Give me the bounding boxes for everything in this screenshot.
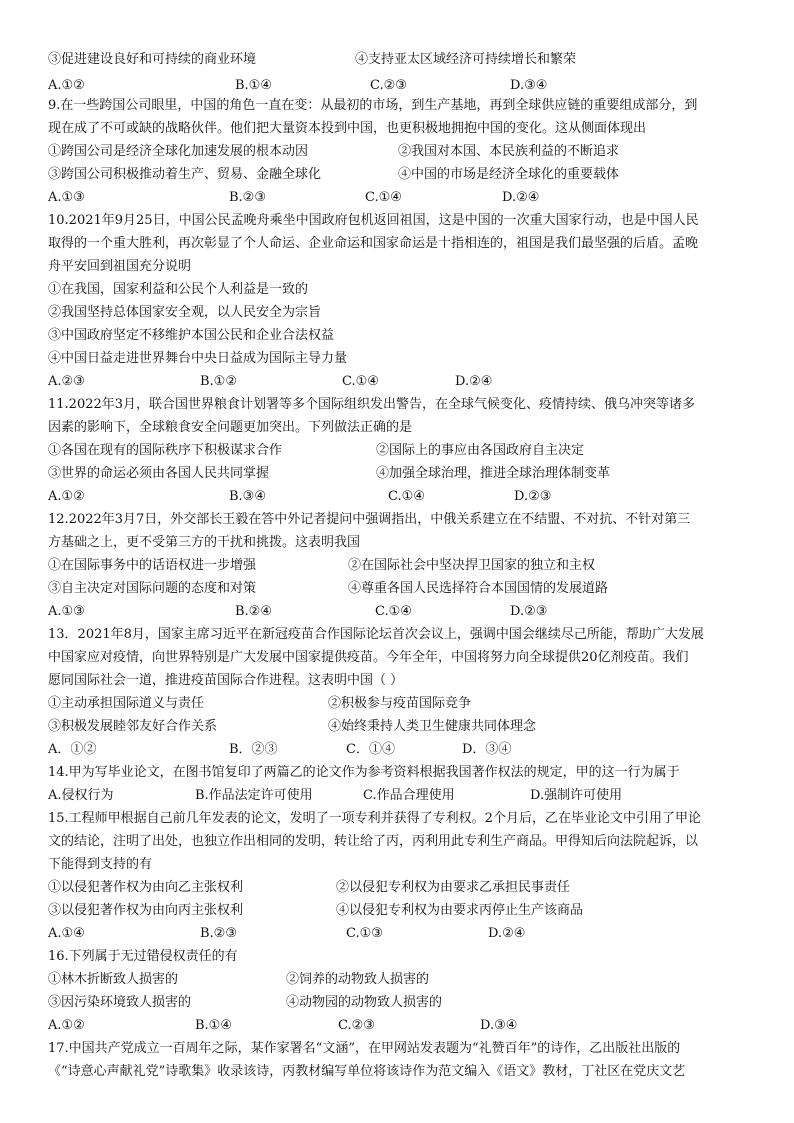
- q15-option-1: ①以侵犯著作权为由向乙主张权利: [48, 880, 244, 895]
- q14-stem-1: 14.甲为写毕业论文，在图书馆复印了两篇乙的论文作为参考资料根据我国著作权法的规定，甲的这一行为属于: [48, 765, 680, 780]
- q12-answer-c: C.①④: [375, 604, 412, 619]
- q9-stem-2: 现在成了不可或缺的战略伙伴。他们把大量资本投到中国，也更积极地拥抱中国的变化。这从侧面体现出: [48, 121, 647, 136]
- q16-option-4: ④动物园的动物致人损害的: [286, 995, 443, 1010]
- q16-stem-1: 16.下列属于无过错侵权责任的有: [48, 949, 238, 964]
- q12-option-3: ③自主决定对国际问题的态度和对策: [48, 581, 257, 596]
- q16-answer-b: B.①④: [195, 1018, 232, 1033]
- q14-answer-a: A.侵权行为: [48, 788, 114, 803]
- q9-option-3: ③跨国公司积极推动着生产、贸易、金融全球化: [48, 167, 322, 182]
- q13-answer-d: D．③④: [462, 742, 512, 757]
- q13-answer-a: A．①②: [48, 742, 97, 757]
- q11-stem-1: 11.2022年3月，联合国世界粮食计划署等多个国际组织发出警告，在全球气候变化、疫情持续、俄乌冲突等诸多: [48, 397, 696, 412]
- q11-option-1: ①各国在现有的国际秩序下积极谋求合作: [48, 443, 283, 458]
- q15-answer-a: A.①④: [48, 926, 85, 941]
- q16-answer-d: D.③④: [480, 1018, 518, 1033]
- q15-answer-c: C.①③: [346, 926, 383, 941]
- q11-option-2: ②国际上的事应由各国政府自主决定: [376, 443, 585, 458]
- q9-answer-a: A.①③: [48, 190, 85, 205]
- q15-answer-d: D.②④: [488, 926, 526, 941]
- q9-answer-b: B.②③: [229, 190, 266, 205]
- q13-stem-2: 中国家应对疫情，向世界特别是广大发展中国家提供疫苗。今年全年，中国将努力向全球提供20亿剂疫苗。我们: [48, 650, 689, 665]
- q11-answer-d: D.②③: [514, 489, 552, 504]
- q16-option-2: ②饲养的动物致人损害的: [286, 972, 430, 987]
- q9-answer-d: D.②④: [502, 190, 540, 205]
- q12-option-2: ②在国际社会中坚决捍卫国家的独立和主权: [348, 558, 596, 573]
- q13-stem-1: 13．2021年8月，国家主席习近平在新冠疫苗合作国际论坛首次会议上，强调中国会继续尽己所能，帮助广大发展: [48, 627, 704, 642]
- q8-option-3: ③促进建设良好和可持续的商业环境: [48, 52, 257, 67]
- q13-answer-b: B．②③: [229, 742, 278, 757]
- q11-stem-2: 因素的影响下，全球粮食安全问题更加突出。下列做法正确的是: [48, 420, 413, 435]
- q11-option-4: ④加强全球治理，推进全球治理体制变革: [376, 466, 611, 481]
- q13-option-2: ②积极参与疫苗国际竞争: [328, 696, 472, 711]
- q9-answer-c: C.①④: [365, 190, 402, 205]
- q10-stem-3: 舟平安回到祖国充分说明: [48, 259, 192, 274]
- q8-answer-b: B.①④: [235, 78, 272, 93]
- q12-option-4: ④尊重各国人民选择符合本国国情的发展道路: [348, 581, 609, 596]
- q17-stem-1: 17.中国共产党成立一百周年之际，某作家署名“文涵”，在甲网站发表题为“礼赞百年”的诗作，乙出版社出版的: [48, 1041, 681, 1056]
- q15-stem-3: 下能得到支持的有: [48, 857, 153, 872]
- q10-answer-a: A.②③: [48, 374, 85, 389]
- q10-answer-d: D.②④: [455, 374, 493, 389]
- q8-answer-a: A.①②: [48, 78, 85, 93]
- q16-answer-c: C.②③: [338, 1018, 375, 1033]
- q11-answer-c: C.①④: [388, 489, 425, 504]
- q9-option-4: ④中国的市场是经济全球化的重要载体: [398, 167, 620, 182]
- q12-answer-a: A.①③: [48, 604, 85, 619]
- q13-option-3: ③积极发展睦邻友好合作关系: [48, 719, 218, 734]
- q12-answer-d: D.②③: [510, 604, 548, 619]
- q15-answer-b: B.②③: [200, 926, 237, 941]
- q10-option-3: ③中国政府坚定不移维护本国公民和企业合法权益: [48, 328, 335, 343]
- q15-stem-2: 文的结论，注明了出处，也独立作出相同的发明，转让给了丙，丙利用此专利生产商品。甲得知后向法院起诉，以: [48, 834, 699, 849]
- q15-option-2: ②以侵犯专利权为由要求乙承担民事责任: [336, 880, 571, 895]
- q12-stem-1: 12.2022年3月7日，外交部长王毅在答中外记者提问中强调指出，中俄关系建立在不结盟、不对抗、不针对第三: [48, 512, 691, 527]
- q11-answer-b: B.③④: [229, 489, 266, 504]
- q15-stem-1: 15.工程师甲根据自己前几年发表的论文，发明了一项专利并获得了专利权。2个月后，乙在毕业论文中引用了甲论: [48, 811, 701, 826]
- q13-option-1: ①主动承担国际道义与责任: [48, 696, 205, 711]
- q15-option-3: ③以侵犯著作权为由向丙主张权利: [48, 903, 244, 918]
- q11-answer-a: A.①②: [48, 489, 85, 504]
- q8-option-4: ④支持亚太区域经济可持续增长和繁荣: [355, 52, 577, 67]
- q14-answer-c: C.作品合理使用: [363, 788, 455, 803]
- q15-option-4: ④以侵犯专利权为由要求丙停止生产该商品: [336, 903, 584, 918]
- q9-option-1: ①跨国公司是经济全球化加速发展的根本动因: [48, 144, 309, 159]
- q16-option-1: ①林木折断致人损害的: [48, 972, 179, 987]
- q13-answer-c: C．①④: [346, 742, 395, 757]
- q12-stem-2: 方基础之上，更不受第三方的干扰和挑拨。这表明我国: [48, 535, 361, 550]
- q9-stem-1: 9.在一些跨国公司眼里，中国的角色一直在变：从最初的市场，到生产基地，再到全球供应链的重要组成部分，到: [48, 98, 698, 113]
- q10-stem-2: 取得的一个重大胜利，再次彰显了个人命运、企业命运和国家命运是十指相连的，祖国是我们最坚强的后盾。孟晚: [48, 236, 699, 251]
- q10-option-2: ②我国坚持总体国家安全观，以人民安全为宗旨: [48, 305, 322, 320]
- q16-answer-a: A.①②: [48, 1018, 85, 1033]
- q12-answer-b: B.②④: [235, 604, 272, 619]
- q10-option-1: ①在我国，国家利益和公民个人利益是一致的: [48, 282, 309, 297]
- q10-stem-1: 10.2021年9月25日，中国公民孟晚舟乘坐中国政府包机返回祖国，这是中国的一次重大国家行动，也是中国人民: [48, 213, 699, 228]
- q10-option-4: ④中国日益走进世界舞台中央日益成为国际主导力量: [48, 351, 348, 366]
- q10-answer-c: C.①④: [342, 374, 379, 389]
- q10-answer-b: B.①②: [200, 374, 237, 389]
- q9-option-2: ②我国对本国、本民族利益的不断追求: [398, 144, 620, 159]
- q17-stem-2: 《“诗意心声献礼党”诗歌集》收录该诗，丙教材编写单位将该诗作为范文编入《语文》教材，丁社区在党庆文艺: [48, 1064, 686, 1079]
- q14-answer-b: B.作品法定许可使用: [195, 788, 313, 803]
- q12-option-1: ①在国际事务中的话语权进一步增强: [48, 558, 257, 573]
- q11-option-3: ③世界的命运必须由各国人民共同掌握: [48, 466, 270, 481]
- q8-answer-c: C.②③: [370, 78, 407, 93]
- q14-answer-d: D.强制许可使用: [530, 788, 623, 803]
- q16-option-3: ③因污染环境致人损害的: [48, 995, 192, 1010]
- q13-stem-3: 愿同国际社会一道，推进疫苗国际合作进程。这表明中国（ ）: [48, 673, 404, 688]
- q8-answer-d: D.③④: [510, 78, 548, 93]
- q13-option-4: ④始终秉持人类卫生健康共同体理念: [328, 719, 537, 734]
